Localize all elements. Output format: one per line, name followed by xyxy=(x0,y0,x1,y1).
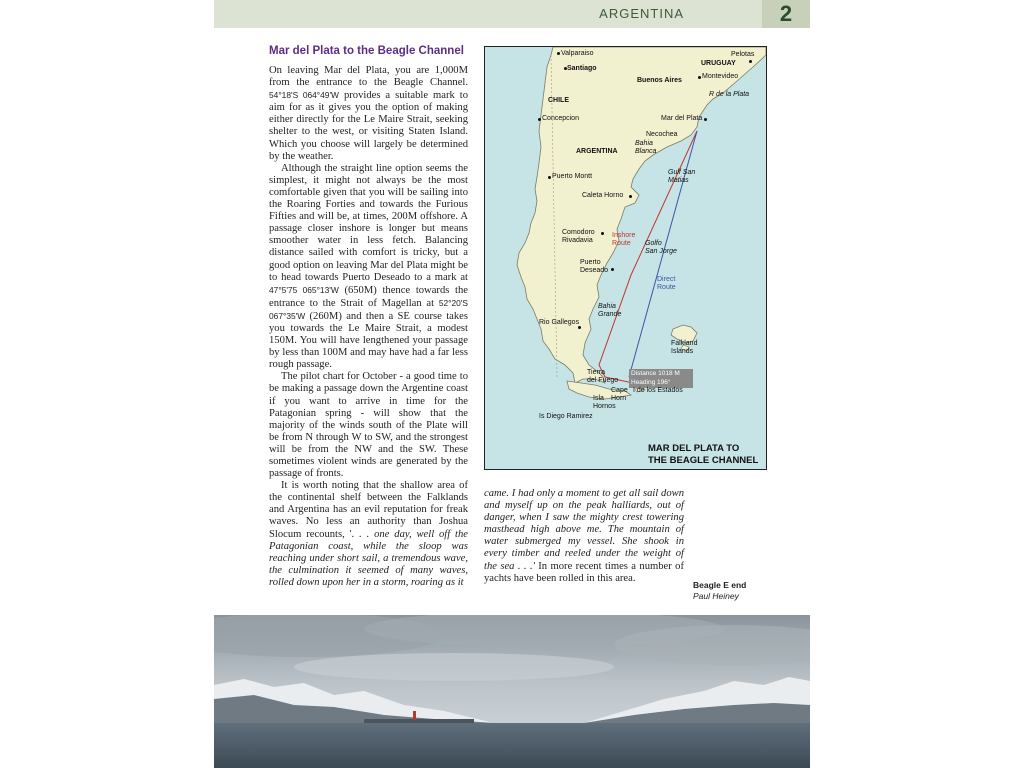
map-dot xyxy=(629,195,632,198)
landscape-photo xyxy=(214,615,810,768)
label-valparaiso: Valparaiso xyxy=(561,50,594,57)
left-column xyxy=(269,65,468,589)
map-dot xyxy=(538,118,541,121)
distance-text: Distance 1018 M xyxy=(631,370,680,377)
label-falkland-islands: Falkland Islands xyxy=(671,340,698,355)
label-bahia-blanca: Bahia Blanca xyxy=(635,140,657,155)
map-dot xyxy=(578,326,581,329)
paragraph: On leaving Mar del Plata, you are 1,000M from the entrance to the Beagle Channel. 54°18'S 064°49'W provides a suitable mark to aim for as it gives you the option of making either directly for the Le Maire Strait, seeking shelter to the west, or visiting Staten Island. Which you choose will largely be determined by the weather. xyxy=(269,65,468,162)
label-cape-horn: Cape Horn xyxy=(611,387,628,402)
map-dot xyxy=(611,268,614,271)
label-inshore-route: Inshore Route xyxy=(612,232,636,247)
map-dot xyxy=(601,232,604,235)
quotation: came. I had only a moment to get all sail down and myself up on the peak halliards, out of danger, when I saw the mighty crest towering masthead high above me. The mountain of water submerged my vessel. She shook in every timber and reeled under the weight of the sea . . .' xyxy=(484,488,684,572)
label-golfo-san-jorge: Golfo San Jorge xyxy=(645,240,677,255)
label-buenos-aires: Buenos Aires xyxy=(637,77,682,84)
map-dot xyxy=(548,176,551,179)
paragraph: came. I had only a moment to get all sail down and myself up on the peak halliards, out of danger, when I saw the mighty crest towering masthead high above me. The mountain of water submerged my vessel. She shook in every timber and reeled under the weight of the sea . . .' In more recent times a number of yachts have been rolled in this area. xyxy=(484,488,684,584)
label-tierra-del-fuego: Tierra del Fuego xyxy=(587,369,619,384)
label-isla-hornos: Isla Hornos xyxy=(593,395,616,410)
label-diego-ramirez: Is Diego Ramirez xyxy=(539,413,593,420)
label-pelotas: Pelotas xyxy=(731,51,755,58)
caption-title: Beagle E end xyxy=(693,580,747,590)
paragraph: It is worth noting that the shallow area of the continental shelf between the Falklands and Argentina has an evil reputation for freak waves. No less an authority than Joshua Slocum recounts, '. . . one day, well off the Patagonian coast, while the sloop was reaching under short sail, a tremendous wave, the culmination it seemed of many waves, rolled down upon her in a storm, roaring as it xyxy=(269,480,469,588)
distance-box xyxy=(629,369,693,388)
label-necochea: Necochea xyxy=(646,131,678,138)
label-comodoro-rivadavia: Comodoro Rivadavia xyxy=(562,229,595,244)
label-argentina: ARGENTINA xyxy=(576,148,618,155)
label-concepcion: Concepcion xyxy=(542,115,579,122)
label-gulf-san-matias: Gulf San Matias xyxy=(668,169,696,184)
chapter-title: ARGENTINA xyxy=(599,6,684,21)
article-title: Mar del Plata to the Beagle Channel xyxy=(269,45,464,57)
paragraph: The pilot chart for October - a good time to be making a passage down the Argentine coast if you want to arrive in time for the Patagonian spring - will show that the majority of the winds south of the Plate will be from N through W to SW, and the strongest will be from the NW and the SW. These sometimes violent winds are generated by the passage of fronts. xyxy=(269,371,468,480)
chapter-number: 2 xyxy=(762,0,810,28)
label-direct-route: Direct Route xyxy=(657,276,676,291)
label-rio-de-la-plata: R de la Plata xyxy=(709,91,750,98)
photo-caption xyxy=(693,580,746,602)
heading-text: Heading 196° xyxy=(631,378,671,386)
coordinate: 47°5'75 065°13'W xyxy=(269,284,339,295)
label-santiago: Santiago xyxy=(567,65,597,72)
running-header xyxy=(214,0,810,28)
label-uruguay: URUGUAY xyxy=(701,60,736,67)
label-montevideo: Montevideo xyxy=(702,73,739,80)
label-mar-del-plata: Mar del Plata xyxy=(661,115,703,122)
coordinate: 52°20'S 067°35'W xyxy=(269,297,468,321)
label-chile: CHILE xyxy=(548,97,569,104)
label-puerto-montt: Puerto Montt xyxy=(552,173,593,180)
label-isla-de-los-estados: I de los Estados xyxy=(633,387,683,394)
quotation: . . one day, well off the Patagonian coast, while the sloop was reaching under short sail, a tremendous wave, the culmination it seemed of many waves, rolled down upon her in a storm, roaring as it xyxy=(269,528,469,588)
map-graphic xyxy=(485,47,766,469)
map-title: MAR DEL PLATA TO THE BEAGLE CHANNEL xyxy=(648,443,759,466)
label-caleta-horno: Caleta Horno xyxy=(582,192,624,199)
route-map xyxy=(484,46,767,470)
map-dot xyxy=(557,52,560,55)
label-puerto-deseado: Puerto Deseado xyxy=(580,259,609,274)
photo-graphic xyxy=(214,615,810,768)
map-dot xyxy=(704,118,707,121)
coordinate: 54°18'S 064°49'W xyxy=(269,90,339,101)
page xyxy=(214,0,810,768)
map-dot xyxy=(749,60,752,63)
paragraph: Although the straight line option seems the simplest, it might not always be the most comfortable given that you will be sailing into the Roaring Forties and towards the Furious Fifties and will be, at times, 200M offshore. A passage closer inshore is longer but means smoother water in less fetch. Balancing distance sailed with comfort is tricky, but a good option on leaving Mar del Plata might be to head towards Puerto Deseado to a mark at 47°5'75 065°13'W (650M) thence towards the entrance to the Strait of Magellan at 52°20'S 067°35'W (260M) and then a SE course takes you towards the Le Maire Strait, a modest 150M. You will have lengthened your passage by less than 100M and may have had a far less rough passage. xyxy=(269,162,468,371)
right-column xyxy=(484,488,684,585)
label-bahia-grande: Bahia Grande xyxy=(598,303,622,318)
caption-byline: Paul Heiney xyxy=(693,591,739,601)
map-dot xyxy=(698,76,701,79)
label-rio-gallegos: Rio Gallegos xyxy=(539,319,580,326)
